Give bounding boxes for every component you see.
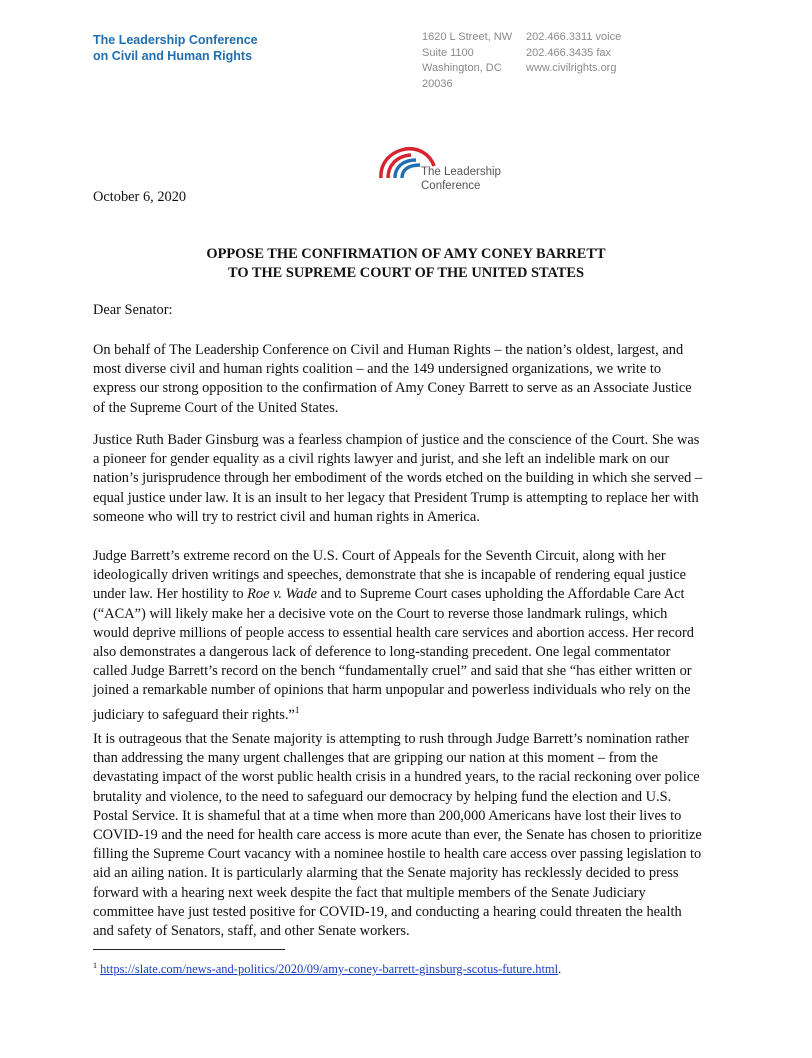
title-line1: OPPOSE THE CONFIRMATION OF AMY CONEY BARRETT [206, 246, 606, 262]
logo-text [421, 166, 501, 193]
paragraph-line: express our strong opposition to the confirmation of Amy Coney Barrett to serve as an Associate Justice [93, 380, 692, 397]
address-line: 20036 [422, 77, 453, 90]
paragraph-4 [93, 730, 733, 941]
paragraph-line: Justice Ruth Bader Ginsburg was a fearless champion of justice and the conscience of the Court. She was [93, 432, 700, 448]
logo-text-line1: The Leadership [421, 166, 501, 178]
paragraph-line: equal justice under law. It is an insult to her legacy that President Trump is attempting to replace her with [93, 489, 699, 506]
org-name-line2: on Civil and Human Rights [93, 49, 253, 63]
letter-title [93, 245, 719, 283]
paragraph-line: brutality and violence, to the need to safeguard our democracy by helping fund the election and U.S. [93, 788, 672, 805]
paragraph-line: a pioneer for gender equality as a civil rights lawyer and jurist, and she left an indelible mark on our [93, 451, 670, 468]
paragraph-line: forward with a hearing next week despite the fact that multiple members of the Senate Judiciary [93, 884, 646, 901]
paragraph-line: COVID-19 and the need for health care access is more acute than ever, the Senate has chosen to prioritize [93, 827, 702, 844]
paragraph-line: Judge Barrett’s extreme record on the U.S. Court of Appeals for the Seventh Circuit, along with her [93, 548, 666, 564]
paragraph-line: of the Supreme Court of the United States. [93, 399, 339, 416]
address-line: 1620 L Street, NW [422, 31, 513, 43]
paragraph-line: joined a remarkable number of opinions that harm unpopular and powerless individuals who rely on the [93, 682, 691, 699]
logo-text-line2: Conference [421, 179, 481, 192]
footnote-number: 1 [93, 961, 97, 970]
paragraph-line: and safety of Senators, staff, and other Senate workers. [93, 923, 410, 940]
paragraph-2 [93, 431, 733, 527]
paragraph-line: than addressing the many urgent challenges that are gripping our nation at this moment – from the [93, 750, 658, 767]
footnote-trailing: . [558, 962, 562, 977]
text-run: under law. Her hostility to [93, 586, 248, 603]
paragraph-line: aid an ailing nation. It is particularly alarming that the Senate majority has recklessly decided to press [93, 865, 679, 882]
text-run: and to Supreme Court cases upholding the Affordable Care Act [317, 586, 685, 603]
paragraph-line: On behalf of The Leadership Conference on Civil and Human Rights – the nation’s oldest, largest, and [93, 342, 684, 358]
paragraph-line: called Judge Barrett’s record on the bench “fundamentally cruel” and said that she “has either written or [93, 663, 692, 680]
paragraph-line: committee have just tested positive for COVID-19, and conducting a hearing could threaten the health [93, 903, 682, 920]
paragraph-line: most diverse civil and human rights coalition – and the 149 undersigned organizations, we write to [93, 361, 662, 378]
address-line: Washington, DC [422, 62, 502, 75]
paragraph-1 [93, 341, 733, 418]
letter-date: October 6, 2020 [93, 189, 187, 205]
salutation: Dear Senator: [93, 302, 173, 318]
title-line2: TO THE SUPREME COURT OF THE UNITED STATES [227, 265, 585, 281]
footnote-reference[interactable]: 1 [294, 704, 300, 715]
footnote-link[interactable]: https://slate.com/news-and-politics/2020/09/amy-coney-barrett-ginsburg-scotus-future.html [100, 962, 559, 977]
letterhead-org-name [93, 32, 258, 64]
paragraph-line: (“ACA”) will likely make her a decisive vote on the Court to reverse those landmark rulings, which [93, 605, 668, 622]
text-run: judiciary to safeguard their rights.” [93, 706, 295, 723]
paragraph-line: It is outrageous that the Senate majority is attempting to rush through Judge Barrett’s nomination rather [93, 731, 689, 747]
letterhead-address [422, 30, 512, 92]
paragraph-line: also demonstrates a dangerous lack of deference to long-standing precedent. One legal commentator [93, 644, 671, 661]
phone-voice: 202.466.3311 voice [526, 31, 622, 43]
phone-fax: 202.466.3435 fax [526, 46, 612, 59]
case-name-roe-v-wade: Roe v. Wade [247, 586, 318, 603]
paragraph-line: ideologically driven writings and speeches, demonstrate that she is incapable of rendering equal justice [93, 567, 687, 584]
paragraph-line: filling the Supreme Court vacancy with a nominee hostile to health care access over passing legislation to [93, 846, 702, 863]
paragraph-line: would deprive millions of people access to essential health care services and abortion access. Her record [93, 624, 694, 641]
org-name-line1: The Leadership Conference [93, 33, 258, 47]
paragraph-line [93, 585, 733, 604]
paragraph-line [93, 701, 733, 725]
address-line: Suite 1100 [422, 46, 474, 59]
website: www.civilrights.org [526, 62, 617, 75]
letterhead-contact [526, 30, 621, 77]
footnote-divider [93, 949, 285, 950]
paragraph-line: devastating impact of the worst public health crisis in a hundred years, to the racial reckoning over police [93, 769, 700, 786]
footnote [93, 958, 561, 977]
paragraph-line: nation’s jurisprudence through her embodiment of the words etched on the building in which she served – [93, 470, 703, 487]
paragraph-line: Postal Service. It is shameful that at a time when more than 200,000 Americans have lost their lives to [93, 807, 682, 824]
paragraph-3 [93, 547, 733, 725]
paragraph-line: someone who will try to restrict civil and human rights in America. [93, 508, 480, 525]
